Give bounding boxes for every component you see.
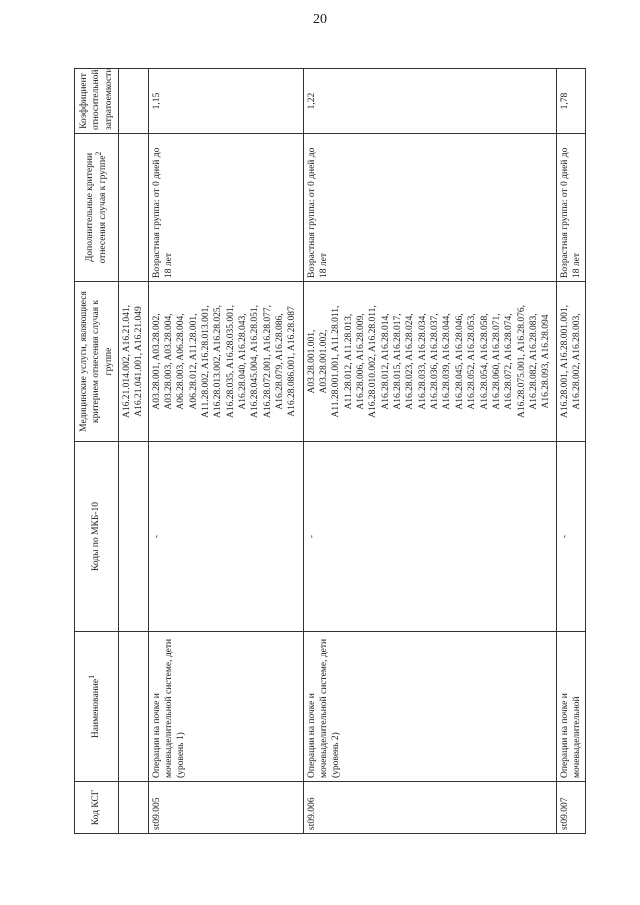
service-line: A11.28.002, A16.28.013.001, [201, 305, 212, 418]
service-line: A16.28.072.001, A16.28.077, [262, 305, 273, 418]
service-line: A16.28.045.004, A16.28.051, [250, 305, 261, 418]
service-line: A06.28.012, A11.28.001, [188, 313, 199, 410]
service-line: A16.28.036, A16.28.037, [430, 313, 441, 410]
cell-coefficient: 1,15 [148, 69, 303, 134]
header-code: Код КСГ [75, 782, 119, 834]
service-line: A16.28.015, A16.28.017, [393, 313, 404, 410]
cell-code [119, 782, 149, 834]
cell-services [148, 282, 303, 442]
rotated-table-wrapper [74, 67, 583, 834]
service-line: A16.21.014.002, A16.21.041, [122, 305, 132, 418]
cell-services [556, 282, 586, 442]
service-line: A16.28.010.002, A16.28.011, [368, 305, 379, 418]
service-line: A16.28.093, A16.28.094 [541, 314, 552, 409]
service-line: A16.28.013.002, A16.28.025, [213, 305, 224, 418]
ksg-table [74, 68, 586, 834]
cell-criteria: Возрастная группа: от 0 дней до 18 лет [303, 134, 556, 282]
service-line: A03.28.001, A03.28.002, [151, 313, 162, 410]
service-line: A03.28.001.002, [319, 329, 330, 394]
header-name: Наименование$^1$ [75, 632, 119, 782]
cell-coefficient: 1,22 [303, 69, 556, 134]
header-services: Медицинские услуги, являющиеся критерием отнесения случая к группе [75, 282, 119, 442]
service-line: A16.28.072, A16.28.074, [504, 313, 515, 410]
service-line: A16.28.040, A16.28.043, [238, 313, 249, 410]
service-line: A16.28.001, A16.28.001.001, [559, 305, 570, 418]
cell-code: st09.006 [303, 782, 556, 834]
cell-mkb: - [303, 442, 556, 632]
service-line: A16.28.033, A16.28.034, [417, 313, 428, 410]
service-line: A06.28.003, A06.28.004, [176, 313, 187, 410]
service-line: A11.28.001.001, A11.28.011, [331, 305, 342, 418]
service-line: A16.28.052, A16.28.053, [467, 313, 478, 410]
cell-name: Операции на почке и мочевыделительной системе, дети (уровень 2) [303, 632, 556, 782]
service-line: A16.28.086.001, A16.28.087 [287, 306, 298, 417]
continuation-row [119, 69, 149, 834]
service-line: A16.28.035, A16.28.035.001, [225, 305, 236, 418]
cell-criteria [119, 134, 149, 282]
cell-services [119, 282, 149, 442]
cell-coefficient [119, 69, 149, 134]
page-number: 20 [313, 12, 327, 27]
cell-criteria: Возрастная группа: от 0 дней до 18 лет [556, 134, 586, 282]
service-line: A16.28.002, A16.28.003, [572, 313, 583, 410]
service-line: A16.28.039, A16.28.044, [442, 313, 453, 410]
header-coefficient: Коэффициент относительной затратоемкости [75, 69, 119, 134]
table-row [556, 69, 586, 834]
cell-criteria: Возрастная группа: от 0 дней до 18 лет [148, 134, 303, 282]
service-line: A16.28.012, A16.28.014, [380, 313, 391, 410]
service-line: A03.28.003, A03.28.004, [164, 313, 175, 410]
cell-code: st09.007 [556, 782, 586, 834]
service-line: A16.28.023, A16.28.024, [405, 313, 416, 410]
header-criteria: Дополнительные критерии отнесения случая к группе$^2$ [75, 134, 119, 282]
service-line: A16.28.079, A16.28.086, [275, 313, 286, 410]
cell-name: Операции на почке и мочевыделительной системе, дети (уровень 1) [148, 632, 303, 782]
cell-name [119, 632, 149, 782]
service-line: A16.28.082, A16.28.083, [528, 313, 539, 410]
service-line: A16.28.060, A16.28.071, [491, 313, 502, 410]
cell-mkb [119, 442, 149, 632]
service-line: A16.21.041.001, A16.21.049 [134, 306, 145, 417]
cell-code: st09.005 [148, 782, 303, 834]
table-row [303, 69, 556, 834]
service-line: A16.28.045, A16.28.046, [454, 313, 465, 410]
service-line: A16.28.006, A16.28.009, [356, 313, 367, 410]
table-row [148, 69, 303, 834]
cell-coefficient: 1,78 [556, 69, 586, 134]
cell-services [303, 282, 556, 442]
cell-mkb: - [148, 442, 303, 632]
service-line: A16.28.054, A16.28.058, [479, 313, 490, 410]
header-row [75, 69, 119, 834]
service-line: A16.28.075.001, A16.28.076, [516, 305, 527, 418]
cell-name: Операции на почке и мочевыделительной [556, 632, 586, 782]
header-mkb: Коды по МКБ-10 [75, 442, 119, 632]
service-line: A03.28.001.001, [306, 329, 317, 394]
cell-mkb: - [556, 442, 586, 632]
service-line: A11.28.012, A11.28.013, [343, 313, 354, 410]
